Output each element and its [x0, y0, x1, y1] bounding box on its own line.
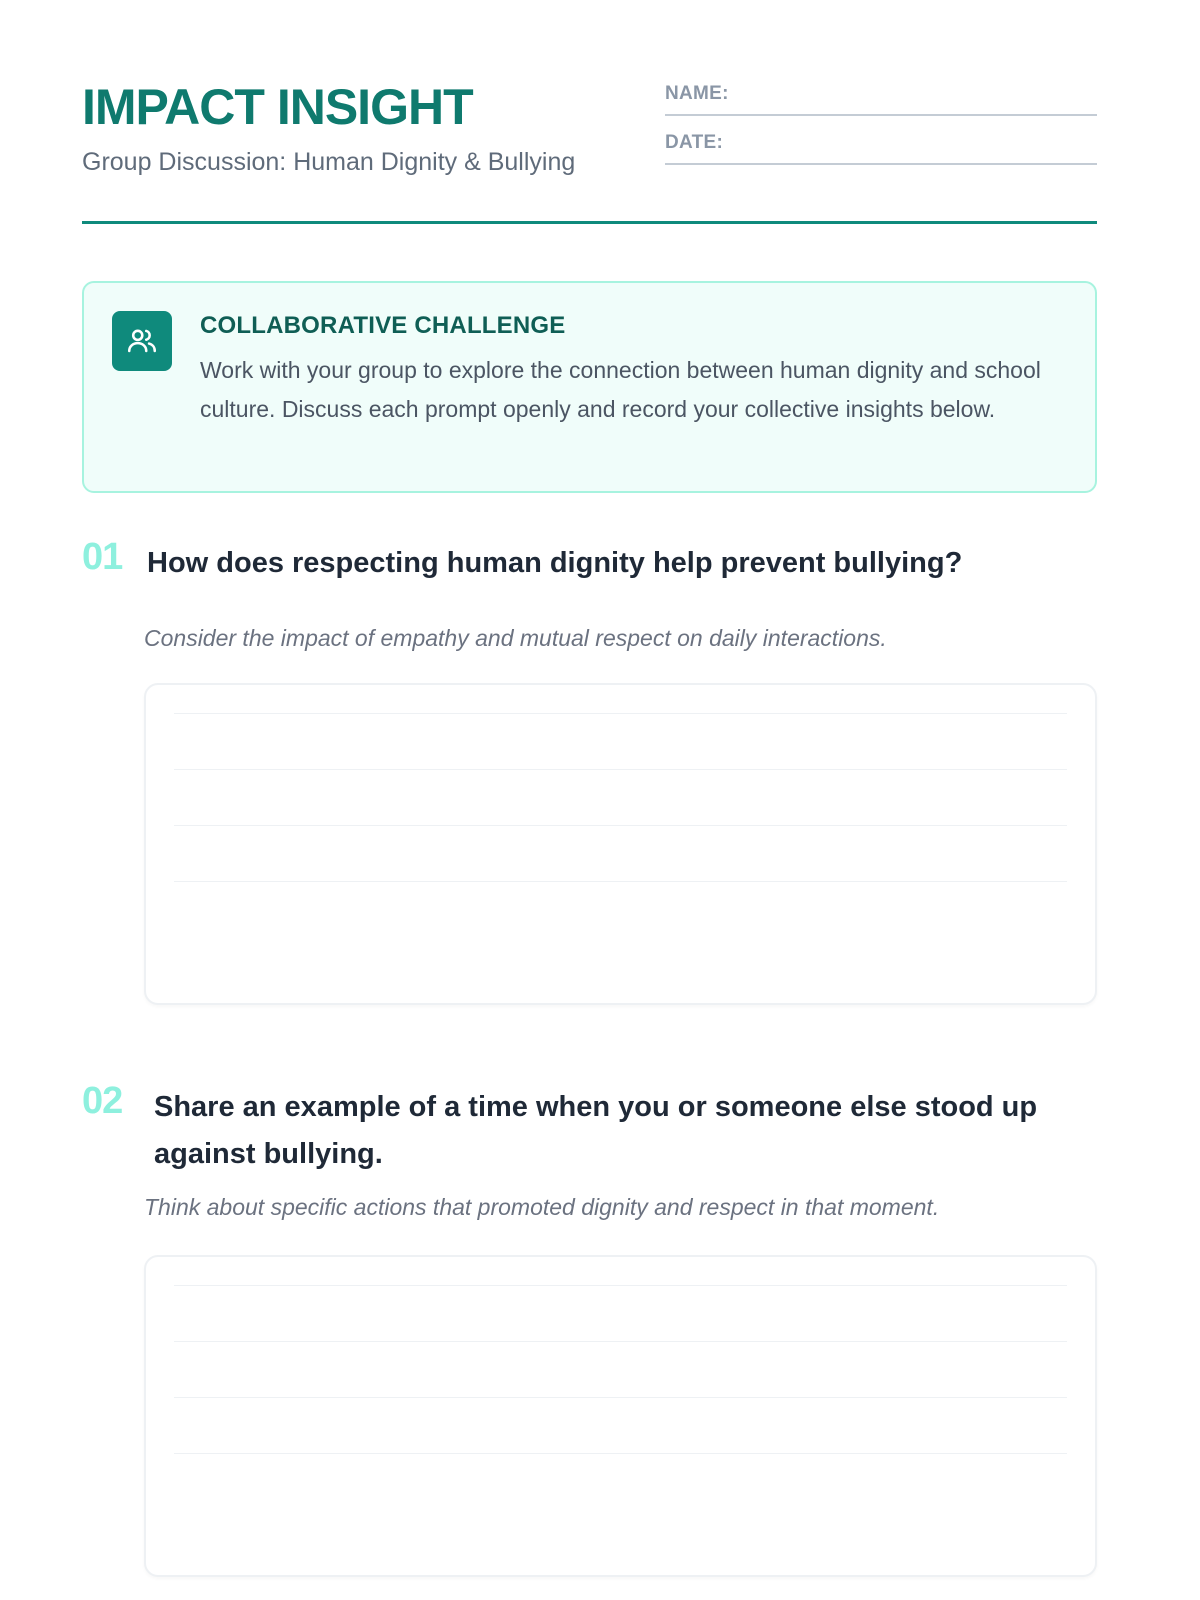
- name-field[interactable]: [665, 76, 1097, 116]
- answer-line: [174, 1453, 1067, 1454]
- answer-line: [174, 1397, 1067, 1398]
- answer-box[interactable]: [144, 683, 1097, 1005]
- answer-line: [174, 881, 1067, 882]
- answer-line: [174, 769, 1067, 770]
- answer-line: [174, 1285, 1067, 1286]
- question-block: [82, 1082, 1097, 1582]
- question-hint: Consider the impact of empathy and mutual respect on daily interactions.: [144, 625, 887, 651]
- users-icon: [112, 311, 172, 371]
- question-number: 02: [82, 1080, 123, 1122]
- answer-box[interactable]: [144, 1255, 1097, 1577]
- question-text: How does respecting human dignity help prevent bullying?: [147, 547, 963, 579]
- callout-text: Work with your group to explore the connection between human dignity and school culture. Discuss each prompt openly and record your collective insights below.: [200, 357, 1041, 422]
- question-text: Share an example of a time when you or someone else stood up against bullying.: [154, 1091, 1038, 1170]
- question-hint: Think about specific actions that promoted dignity and respect in that moment.: [144, 1194, 940, 1220]
- collaborative-challenge-callout: [82, 281, 1097, 493]
- question-number: 01: [82, 536, 123, 578]
- name-label: NAME:: [665, 83, 729, 104]
- date-field[interactable]: [665, 125, 1097, 165]
- student-info-fields: [665, 76, 1097, 174]
- callout-title: COLLABORATIVE CHALLENGE: [200, 312, 566, 339]
- page-title: IMPACT INSIGHT: [82, 79, 473, 135]
- answer-line: [174, 825, 1067, 826]
- answer-line: [174, 713, 1067, 714]
- answer-line: [174, 1341, 1067, 1342]
- date-label: DATE:: [665, 132, 724, 153]
- worksheet-header: [82, 76, 1097, 224]
- page-subtitle: Group Discussion: Human Dignity & Bullying: [82, 148, 576, 176]
- question-block: [82, 538, 1097, 998]
